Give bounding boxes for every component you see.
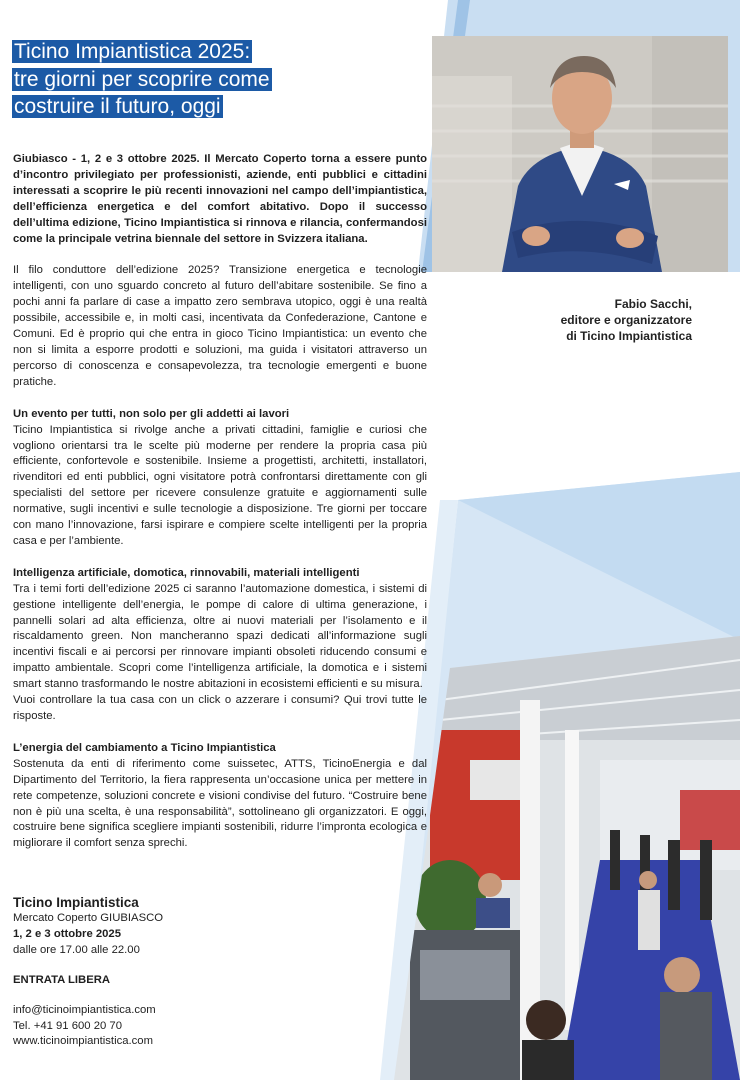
title-line-2: tre giorni per scoprire come: [14, 67, 270, 91]
event-info-box: [13, 894, 163, 1050]
photo-caption: [520, 296, 692, 344]
caption-event: di Ticino Impiantistica: [566, 329, 692, 343]
title-line-3: costruire il futuro, oggi: [14, 95, 221, 118]
caption-role: editore e organizzatore: [560, 313, 692, 327]
section-paragraph: Sostenuta da enti di riferimento come suissetec, ATTS, TicinoEnergia e dal Dipartimento del Territorio, la fiera rappresenta un’occasione unica per mettere in rete competenze, soluzioni concrete e visioni condivise del futuro. “Costruire bene non è più una scelta, è una responsabilità”, sottolineano gli organizzatori. E oggi, costruire bene significa scegliere impianti sostenibili, ridurre l’impronta ecologica e migliorare il comfort senza sprechi.: [13, 757, 427, 850]
entry-notice: ENTRATA LIBERA: [13, 973, 111, 986]
section-paragraph: Vuoi controllare la tua casa con un click o azzerare i consumi? Qui trovi tutte le risposte.: [13, 694, 427, 722]
event-venue: Mercato Coperto GIUBIASCO: [13, 912, 164, 924]
section-paragraph: Tra i temi forti dell’edizione 2025 ci saranno l’automazione domestica, i sistemi di gestione intelligente dell’energia, le pompe di calore di ultima generazione, i pannelli solari ad alta efficienza, oltre ai nuovi materiali per l’isolamento e il riscaldamento green. Non mancheranno spazi dedicati all’informazione sugli incentivi fiscali e ai percorsi per rinnovare impianti obsoleti riducendo consumi e impatto ambientale. Scopri come l’intelligenza artificiale, la domotica e i sistemi smart stanno trasformando le nostre abitazioni in ecosistemi efficienti e su misura.: [13, 582, 427, 691]
title-line-1: Ticino Impiantistica 2025:: [14, 40, 251, 63]
event-dates: 1, 2 e 3 ottobre 2025: [13, 927, 121, 940]
event-hours: dalle ore 17.00 alle 22.00: [13, 943, 140, 956]
portrait-photo: [432, 36, 728, 272]
website-link[interactable]: www.ticinoimpiantistica.com: [13, 1035, 153, 1048]
caption-name: Fabio Sacchi,: [614, 297, 692, 311]
section-paragraph: Ticino Impiantistica si rivolge anche a privati cittadini, famiglie e curiosi che vogliono orientarsi tra le scelte più moderne per rendere la propria casa più efficiente, confortevole e sostenibile. Insieme a progettisti, architetti, installatori, rivenditori ed enti pubblici, ogni visitatore potrà confrontarsi direttamente con gli specialisti del settore per ricevere consulenze gratuite e aggiornamenti sulle normative, sugli incentivi e sulle tecnologie a disposizione. Tre giorni per toccare con mano l’innovazione, farsi ispirare e compiere scelte intelligenti per la propria casa e per l’ambiente.: [13, 423, 427, 547]
lead-paragraph: Giubiasco - 1, 2 e 3 ottobre 2025. Il Mercato Coperto torna a essere punto d’incontro privilegiato per professionisti, aziende, enti pubblici e cittadini interessati a scoprire le più recenti innovazioni nel campo dell’impiantistica, dell’efficienza energetica e del comfort abitativo. Dopo il successo dell’ultima edizione, Ticino Impiantistica si rinnova e rilancia, confermandosi come la principale vetrina biennale del settore in Svizzera italiana.: [13, 153, 427, 245]
section-heading: L’energia del cambiamento a Ticino Impiantistica: [13, 741, 276, 754]
section-heading: Intelligenza artificiale, domotica, rinnovabili, materiali intelligenti: [13, 566, 360, 579]
article-body: [13, 152, 427, 868]
section-heading: Un evento per tutti, non solo per gli addetti ai lavori: [13, 407, 290, 420]
contact-email[interactable]: info@ticinoimpiantistica.com: [13, 1003, 156, 1016]
article-title: [12, 38, 272, 121]
intro-paragraph: Il filo conduttore dell’edizione 2025? Transizione energetica e tecnologie intelligenti, con uno sguardo concreto al futuro dell’abitare sostenibile. Se fino a pochi anni fa parlare di case a impatto zero sembrava utopico, oggi è una realtà possibile, accessibile e, in molti casi, incentivata da Confederazione, Cantone e Comuni. Ed è proprio qui che entra in gioco Ticino Impiantistica: un evento che non si limita a esporre prodotti e soluzioni, ma guida i visitatori attraverso un percorso di conoscenza e consapevolezza, tra tecnologie emergenti e buone pratiche.: [13, 264, 427, 388]
contact-phone[interactable]: Tel. +41 91 600 20 70: [13, 1019, 122, 1032]
event-name: Ticino Impiantistica: [13, 895, 139, 910]
